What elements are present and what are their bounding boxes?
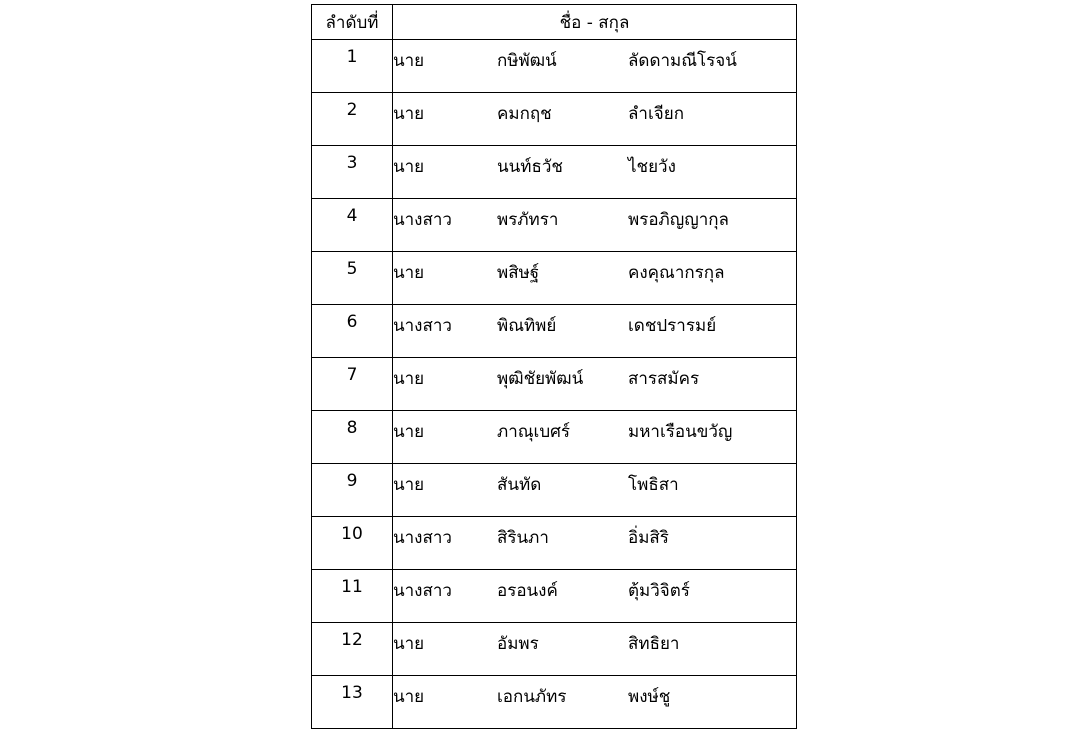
table-row [312, 676, 797, 729]
full-name-cell [393, 358, 797, 411]
last-name: สิทธิยา [628, 634, 680, 654]
order-number: 1 [312, 40, 393, 93]
full-name-cell [393, 411, 797, 464]
name-column-header: ชื่อ - สกุล [393, 5, 797, 40]
order-number: 4 [312, 199, 393, 252]
last-name: คงคุณากรกุล [628, 263, 725, 283]
last-name: เดชปรารมย์ [628, 316, 717, 336]
order-number: 8 [312, 411, 393, 464]
table-row [312, 411, 797, 464]
first-name: เอกนภัทร [497, 687, 567, 707]
first-name: ภาณุเบศร์ [497, 422, 571, 442]
full-name-cell [393, 305, 797, 358]
name-title: นางสาว [393, 210, 452, 230]
order-number: 6 [312, 305, 393, 358]
table-row [312, 305, 797, 358]
name-title: นางสาว [393, 316, 452, 336]
name-title: นาย [393, 687, 425, 707]
first-name: พุฒิชัยพัฒน์ [497, 369, 584, 389]
last-name: อิ่มสิริ [628, 528, 669, 548]
first-name: กษิพัฒน์ [497, 51, 557, 71]
table-row [312, 464, 797, 517]
last-name: สารสมัคร [628, 369, 700, 389]
full-name-cell [393, 93, 797, 146]
last-name: ลัดดามณีโรจน์ [628, 51, 737, 71]
full-name-cell [393, 199, 797, 252]
table-row [312, 358, 797, 411]
name-title: นาย [393, 51, 425, 71]
order-number: 13 [312, 676, 393, 729]
name-title: นาย [393, 422, 425, 442]
table-row [312, 93, 797, 146]
last-name: โพธิสา [628, 475, 679, 495]
header-row [312, 5, 797, 40]
name-title: นาย [393, 157, 425, 177]
full-name-cell [393, 676, 797, 729]
table-row [312, 517, 797, 570]
order-number: 2 [312, 93, 393, 146]
full-name-cell [393, 146, 797, 199]
last-name: มหาเรือนขวัญ [628, 422, 733, 442]
last-name: ตุ้มวิจิตร์ [628, 581, 690, 601]
order-number: 10 [312, 517, 393, 570]
first-name: อัมพร [497, 634, 539, 654]
first-name: พิณทิพย์ [497, 316, 557, 336]
name-title: นางสาว [393, 528, 452, 548]
first-name: อรอนงค์ [497, 581, 558, 601]
order-column-header: ลำดับที่ [312, 5, 393, 40]
first-name: สันทัด [497, 475, 542, 495]
first-name: คมกฤช [497, 104, 552, 124]
name-title: นาย [393, 263, 425, 283]
name-title: นาย [393, 475, 425, 495]
last-name: พงษ์ชู [628, 687, 671, 707]
table-row [312, 252, 797, 305]
order-number: 3 [312, 146, 393, 199]
last-name: ไชยวัง [628, 157, 676, 177]
order-number: 5 [312, 252, 393, 305]
full-name-cell [393, 40, 797, 93]
table-body [312, 40, 797, 729]
first-name: พสิษฐ์ [497, 263, 540, 283]
order-number: 12 [312, 623, 393, 676]
table-row [312, 623, 797, 676]
full-name-cell [393, 570, 797, 623]
first-name: สิรินภา [497, 528, 549, 548]
order-number: 7 [312, 358, 393, 411]
name-title: นางสาว [393, 581, 452, 601]
full-name-cell [393, 517, 797, 570]
order-number: 11 [312, 570, 393, 623]
order-number: 9 [312, 464, 393, 517]
name-list-table [311, 4, 797, 729]
first-name: นนท์ธวัช [497, 157, 563, 177]
first-name: พรภัทรา [497, 210, 559, 230]
name-title: นาย [393, 369, 425, 389]
last-name: ลำเจียก [628, 104, 684, 124]
full-name-cell [393, 252, 797, 305]
table-row [312, 146, 797, 199]
table-row [312, 40, 797, 93]
full-name-cell [393, 464, 797, 517]
table-row [312, 570, 797, 623]
name-title: นาย [393, 634, 425, 654]
table-row [312, 199, 797, 252]
name-title: นาย [393, 104, 425, 124]
full-name-cell [393, 623, 797, 676]
last-name: พรอภิญญากุล [628, 210, 729, 230]
